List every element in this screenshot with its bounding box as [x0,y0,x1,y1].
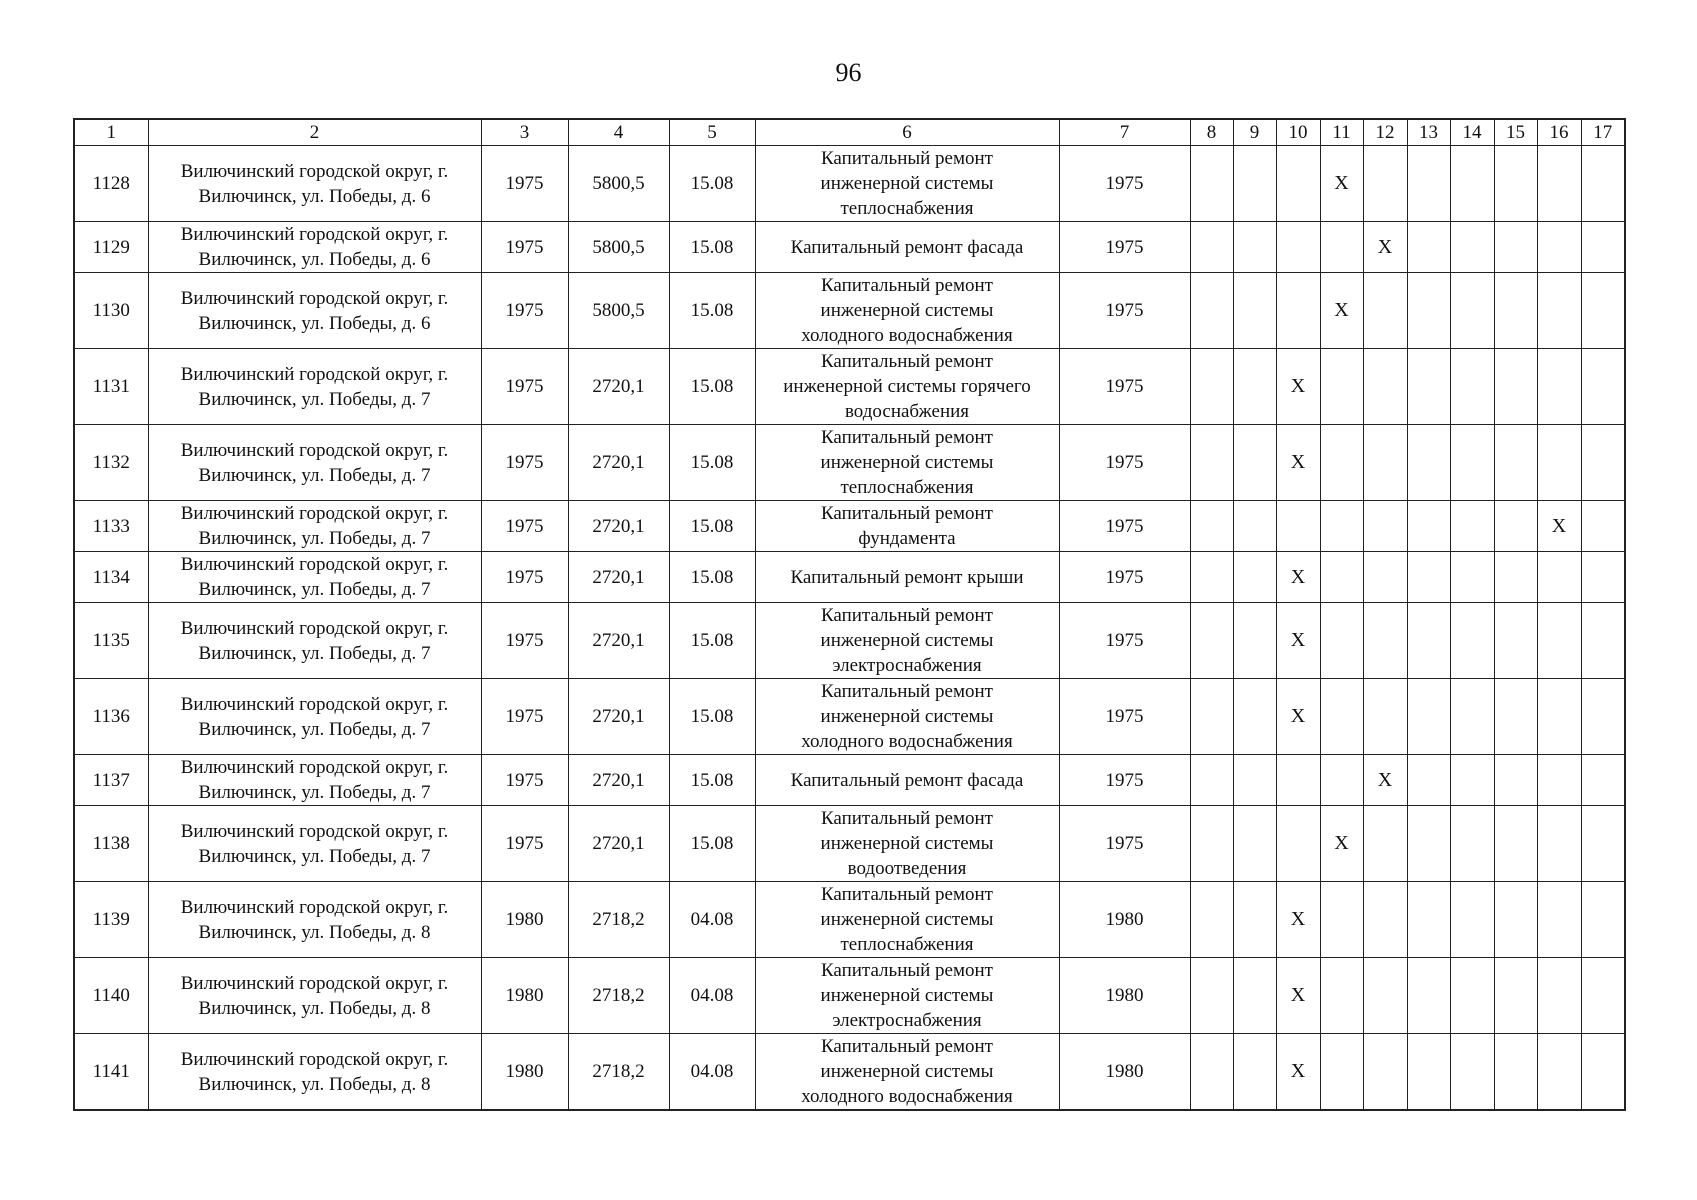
table-row [74,146,1625,222]
build-year-cell: 1975 [481,425,568,501]
area-cell: 2720,1 [568,755,669,806]
column-number-7: 7 [1059,119,1190,146]
empty-cell [1320,552,1363,603]
empty-cell [1581,501,1625,552]
empty-cell [1494,222,1537,273]
year-cell: 1975 [1059,552,1190,603]
row-number-cell: 1129 [74,222,148,273]
empty-cell [1581,349,1625,425]
empty-cell [1450,146,1494,222]
row-number-cell: 1136 [74,679,148,755]
build-year-cell: 1975 [481,146,568,222]
code-cell: 04.08 [669,1034,755,1111]
code-cell: 15.08 [669,425,755,501]
empty-cell [1233,501,1276,552]
row-number-cell: 1133 [74,501,148,552]
code-cell: 15.08 [669,273,755,349]
empty-cell [1320,425,1363,501]
address-cell: Вилючинский городской округ, г. Вилючинск, ул. Победы, д. 7 [148,349,481,425]
build-year-cell: 1975 [481,603,568,679]
empty-cell [1494,806,1537,882]
build-year-cell: 1980 [481,1034,568,1111]
build-year-cell: 1975 [481,806,568,882]
work-type-cell: Капитальный ремонт инженерной системы холодного водоснабжения [755,679,1059,755]
code-cell: 15.08 [669,552,755,603]
empty-cell [1450,882,1494,958]
empty-cell [1190,958,1233,1034]
empty-cell [1320,501,1363,552]
column-number-6: 6 [755,119,1059,146]
build-year-cell: 1975 [481,273,568,349]
empty-cell [1537,1034,1581,1111]
mark-cell: X [1320,146,1363,222]
table-row [74,273,1625,349]
empty-cell [1190,425,1233,501]
empty-cell [1494,552,1537,603]
row-number-cell: 1135 [74,603,148,679]
year-cell: 1975 [1059,425,1190,501]
empty-cell [1537,552,1581,603]
empty-cell [1190,273,1233,349]
empty-cell [1363,679,1407,755]
work-type-cell: Капитальный ремонт инженерной системы холодного водоснабжения [755,273,1059,349]
empty-cell [1363,603,1407,679]
area-cell: 5800,5 [568,273,669,349]
row-number-cell: 1128 [74,146,148,222]
table-row [74,1034,1625,1111]
row-number-cell: 1141 [74,1034,148,1111]
mark-cell: X [1276,349,1320,425]
empty-cell [1233,273,1276,349]
area-cell: 2718,2 [568,1034,669,1111]
empty-cell [1407,273,1450,349]
row-number-cell: 1137 [74,755,148,806]
column-number-3: 3 [481,119,568,146]
empty-cell [1190,882,1233,958]
column-number-11: 11 [1320,119,1363,146]
code-cell: 15.08 [669,501,755,552]
empty-cell [1190,349,1233,425]
table-row [74,425,1625,501]
empty-cell [1494,755,1537,806]
empty-cell [1537,222,1581,273]
build-year-cell: 1980 [481,958,568,1034]
empty-cell [1450,349,1494,425]
empty-cell [1276,755,1320,806]
column-number-5: 5 [669,119,755,146]
empty-cell [1320,755,1363,806]
area-cell: 2720,1 [568,425,669,501]
empty-cell [1581,755,1625,806]
empty-cell [1407,349,1450,425]
build-year-cell: 1975 [481,222,568,273]
work-type-cell: Капитальный ремонт инженерной системы холодного водоснабжения [755,1034,1059,1111]
code-cell: 15.08 [669,349,755,425]
table-row [74,222,1625,273]
year-cell: 1975 [1059,679,1190,755]
empty-cell [1363,958,1407,1034]
column-number-12: 12 [1363,119,1407,146]
work-type-cell: Капитальный ремонт инженерной системы теплоснабжения [755,146,1059,222]
mark-cell: X [1276,882,1320,958]
work-type-cell: Капитальный ремонт фасада [755,755,1059,806]
table-row [74,679,1625,755]
empty-cell [1450,425,1494,501]
address-cell: Вилючинский городской округ, г. Вилючинск, ул. Победы, д. 6 [148,222,481,273]
address-cell: Вилючинский городской округ, г. Вилючинск, ул. Победы, д. 8 [148,958,481,1034]
code-cell: 04.08 [669,882,755,958]
area-cell: 2718,2 [568,958,669,1034]
area-cell: 2720,1 [568,679,669,755]
address-cell: Вилючинский городской округ, г. Вилючинск, ул. Победы, д. 7 [148,806,481,882]
empty-cell [1450,222,1494,273]
address-cell: Вилючинский городской округ, г. Вилючинск, ул. Победы, д. 8 [148,882,481,958]
empty-cell [1233,222,1276,273]
empty-cell [1320,679,1363,755]
row-number-cell: 1134 [74,552,148,603]
empty-cell [1233,958,1276,1034]
build-year-cell: 1975 [481,755,568,806]
row-number-cell: 1140 [74,958,148,1034]
empty-cell [1320,882,1363,958]
empty-cell [1494,425,1537,501]
address-cell: Вилючинский городской округ, г. Вилючинск, ул. Победы, д. 7 [148,425,481,501]
page-number: 96 [835,58,862,87]
address-cell: Вилючинский городской округ, г. Вилючинск, ул. Победы, д. 7 [148,755,481,806]
empty-cell [1276,273,1320,349]
empty-cell [1450,806,1494,882]
area-cell: 2720,1 [568,349,669,425]
empty-cell [1407,882,1450,958]
table-row [74,501,1625,552]
empty-cell [1233,882,1276,958]
work-type-cell: Капитальный ремонт инженерной системы теплоснабжения [755,425,1059,501]
table-row [74,603,1625,679]
address-cell: Вилючинский городской округ, г. Вилючинск, ул. Победы, д. 6 [148,146,481,222]
row-number-cell: 1138 [74,806,148,882]
empty-cell [1450,679,1494,755]
work-type-cell: Капитальный ремонт фасада [755,222,1059,273]
address-cell: Вилючинский городской округ, г. Вилючинск, ул. Победы, д. 7 [148,603,481,679]
column-number-row [74,119,1625,146]
empty-cell [1363,882,1407,958]
work-type-cell: Капитальный ремонт фундамента [755,501,1059,552]
empty-cell [1363,1034,1407,1111]
empty-cell [1450,501,1494,552]
empty-cell [1233,349,1276,425]
empty-cell [1407,501,1450,552]
empty-cell [1320,222,1363,273]
area-cell: 5800,5 [568,222,669,273]
empty-cell [1581,806,1625,882]
empty-cell [1581,552,1625,603]
empty-cell [1494,1034,1537,1111]
year-cell: 1980 [1059,1034,1190,1111]
empty-cell [1190,146,1233,222]
empty-cell [1233,603,1276,679]
empty-cell [1581,425,1625,501]
column-number-13: 13 [1407,119,1450,146]
mark-cell: X [1276,552,1320,603]
column-number-2: 2 [148,119,481,146]
table-row [74,806,1625,882]
work-type-cell: Капитальный ремонт крыши [755,552,1059,603]
empty-cell [1494,501,1537,552]
address-cell: Вилючинский городской округ, г. Вилючинск, ул. Победы, д. 7 [148,501,481,552]
table-row [74,755,1625,806]
column-number-10: 10 [1276,119,1320,146]
empty-cell [1190,552,1233,603]
empty-cell [1537,349,1581,425]
code-cell: 15.08 [669,679,755,755]
empty-cell [1407,425,1450,501]
empty-cell [1363,273,1407,349]
empty-cell [1537,146,1581,222]
mark-cell: X [1276,425,1320,501]
work-type-cell: Капитальный ремонт инженерной системы теплоснабжения [755,882,1059,958]
address-cell: Вилючинский городской округ, г. Вилючинск, ул. Победы, д. 6 [148,273,481,349]
empty-cell [1537,806,1581,882]
empty-cell [1407,603,1450,679]
empty-cell [1537,679,1581,755]
empty-cell [1233,146,1276,222]
empty-cell [1233,679,1276,755]
year-cell: 1975 [1059,501,1190,552]
empty-cell [1494,882,1537,958]
build-year-cell: 1975 [481,349,568,425]
build-year-cell: 1975 [481,679,568,755]
area-cell: 2720,1 [568,501,669,552]
empty-cell [1233,425,1276,501]
row-number-cell: 1130 [74,273,148,349]
code-cell: 15.08 [669,603,755,679]
empty-cell [1407,958,1450,1034]
empty-cell [1363,501,1407,552]
empty-cell [1320,603,1363,679]
row-number-cell: 1131 [74,349,148,425]
empty-cell [1407,552,1450,603]
empty-cell [1537,958,1581,1034]
table-row [74,882,1625,958]
mark-cell: X [1320,806,1363,882]
address-cell: Вилючинский городской округ, г. Вилючинск, ул. Победы, д. 7 [148,552,481,603]
empty-cell [1537,273,1581,349]
empty-cell [1363,552,1407,603]
empty-cell [1407,1034,1450,1111]
empty-cell [1450,958,1494,1034]
empty-cell [1320,1034,1363,1111]
work-type-cell: Капитальный ремонт инженерной системы горячего водоснабжения [755,349,1059,425]
build-year-cell: 1975 [481,552,568,603]
column-number-15: 15 [1494,119,1537,146]
empty-cell [1363,349,1407,425]
code-cell: 15.08 [669,222,755,273]
row-number-cell: 1132 [74,425,148,501]
column-number-1: 1 [74,119,148,146]
empty-cell [1581,679,1625,755]
empty-cell [1450,1034,1494,1111]
empty-cell [1407,679,1450,755]
empty-cell [1233,1034,1276,1111]
address-cell: Вилючинский городской округ, г. Вилючинск, ул. Победы, д. 8 [148,1034,481,1111]
column-number-4: 4 [568,119,669,146]
mark-cell: X [1276,958,1320,1034]
empty-cell [1363,806,1407,882]
empty-cell [1190,501,1233,552]
empty-cell [1494,958,1537,1034]
empty-cell [1494,679,1537,755]
empty-cell [1233,552,1276,603]
code-cell: 15.08 [669,806,755,882]
mark-cell: X [1276,603,1320,679]
capital-repair-table [73,118,1626,1111]
empty-cell [1407,806,1450,882]
year-cell: 1975 [1059,273,1190,349]
year-cell: 1975 [1059,222,1190,273]
empty-cell [1450,273,1494,349]
work-type-cell: Капитальный ремонт инженерной системы электроснабжения [755,603,1059,679]
empty-cell [1494,146,1537,222]
column-number-16: 16 [1537,119,1581,146]
empty-cell [1190,1034,1233,1111]
empty-cell [1450,552,1494,603]
mark-cell: X [1276,679,1320,755]
column-number-14: 14 [1450,119,1494,146]
work-type-cell: Капитальный ремонт инженерной системы электроснабжения [755,958,1059,1034]
empty-cell [1363,146,1407,222]
empty-cell [1276,222,1320,273]
table-row [74,349,1625,425]
build-year-cell: 1975 [481,501,568,552]
year-cell: 1980 [1059,882,1190,958]
empty-cell [1190,222,1233,273]
empty-cell [1320,349,1363,425]
column-number-8: 8 [1190,119,1233,146]
mark-cell: X [1363,755,1407,806]
year-cell: 1975 [1059,349,1190,425]
table-row [74,958,1625,1034]
empty-cell [1450,755,1494,806]
empty-cell [1407,146,1450,222]
mark-cell: X [1537,501,1581,552]
empty-cell [1276,146,1320,222]
empty-cell [1581,146,1625,222]
column-number-17: 17 [1581,119,1625,146]
empty-cell [1537,425,1581,501]
year-cell: 1975 [1059,755,1190,806]
empty-cell [1276,501,1320,552]
empty-cell [1581,603,1625,679]
code-cell: 15.08 [669,146,755,222]
empty-cell [1407,222,1450,273]
mark-cell: X [1320,273,1363,349]
work-type-cell: Капитальный ремонт инженерной системы водоотведения [755,806,1059,882]
year-cell: 1975 [1059,603,1190,679]
empty-cell [1581,273,1625,349]
empty-cell [1450,603,1494,679]
empty-cell [1233,755,1276,806]
empty-cell [1581,222,1625,273]
area-cell: 2720,1 [568,603,669,679]
empty-cell [1581,1034,1625,1111]
mark-cell: X [1363,222,1407,273]
empty-cell [1494,273,1537,349]
year-cell: 1975 [1059,146,1190,222]
empty-cell [1190,755,1233,806]
empty-cell [1494,349,1537,425]
year-cell: 1975 [1059,806,1190,882]
area-cell: 5800,5 [568,146,669,222]
empty-cell [1190,603,1233,679]
empty-cell [1190,806,1233,882]
area-cell: 2718,2 [568,882,669,958]
column-number-9: 9 [1233,119,1276,146]
empty-cell [1581,882,1625,958]
year-cell: 1980 [1059,958,1190,1034]
empty-cell [1276,806,1320,882]
table-row [74,552,1625,603]
area-cell: 2720,1 [568,806,669,882]
area-cell: 2720,1 [568,552,669,603]
row-number-cell: 1139 [74,882,148,958]
empty-cell [1537,603,1581,679]
code-cell: 15.08 [669,755,755,806]
empty-cell [1407,755,1450,806]
empty-cell [1537,882,1581,958]
empty-cell [1363,425,1407,501]
empty-cell [1537,755,1581,806]
empty-cell [1494,603,1537,679]
mark-cell: X [1276,1034,1320,1111]
build-year-cell: 1980 [481,882,568,958]
empty-cell [1233,806,1276,882]
empty-cell [1581,958,1625,1034]
code-cell: 04.08 [669,958,755,1034]
address-cell: Вилючинский городской округ, г. Вилючинск, ул. Победы, д. 7 [148,679,481,755]
empty-cell [1190,679,1233,755]
empty-cell [1320,958,1363,1034]
